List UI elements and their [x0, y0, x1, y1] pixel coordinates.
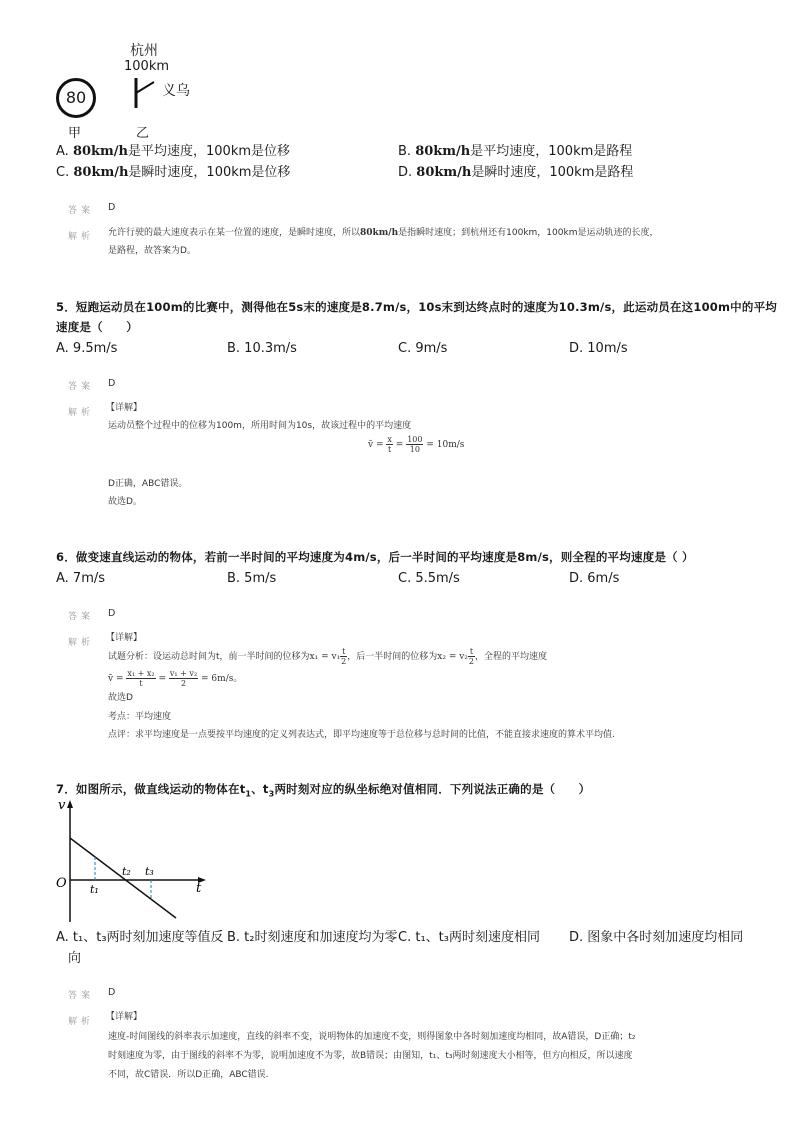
q5-stem-line2: 速度是（ ）: [56, 320, 138, 334]
t3-label: t₃: [145, 865, 154, 878]
q5-option-a[interactable]: A. 9.5m/s: [56, 341, 118, 356]
v-axis-arrow: [67, 800, 73, 808]
q4-option-b[interactable]: B. 80km/h是平均速度，100km是路程: [398, 144, 633, 159]
q7-detail-tag: 【详解】: [106, 1012, 143, 1022]
q4-analysis-line1: 允许行驶的最大速度表示在某一位置的速度，是瞬时速度，所以80km/h是指瞬时速度；到杭州还有100km，100km是运动轨迹的长度，: [108, 228, 659, 238]
q7-option-b[interactable]: B. t₂时刻速度和加速度均为零: [227, 930, 398, 945]
q7-analysis-label: 解析: [68, 1017, 95, 1027]
q7-line2: 时刻速度为零，由于图线的斜率不为零，说明加速度不为零，故B错误；由图知，t₁、t₃两时刻速度大小相等，但方向相反，所以速度: [108, 1051, 633, 1061]
q6-stem: 6．做变速直线运动的物体，若前一半时间的平均速度为4m/s，后一半时间的平均速度是8m/s，则全程的平均速度是（ ）: [56, 550, 694, 564]
q6-detail-tag: 【详解】: [106, 633, 143, 643]
q5-line1: 运动员整个过程中的位移为100m，所用时间为10s，故该过程中的平均速度: [108, 421, 412, 431]
vt-line: [70, 838, 176, 918]
q4-option-a[interactable]: A. 80km/h是平均速度，100km是位移: [56, 144, 291, 159]
origin-label: O: [56, 876, 67, 891]
v-axis-label: v: [58, 798, 66, 813]
q7-answer-label: 答案: [68, 991, 95, 1001]
q6-option-c[interactable]: C. 5.5m/s: [398, 571, 460, 586]
vt-graph: [54, 798, 214, 926]
q6-line2: 故选D: [108, 693, 133, 703]
q5-analysis-label: 解析: [68, 408, 95, 418]
q6-formula: v̄ = $\frac{\text{x₁ + x₂}}{t}$ = $\frac{\text{v₁ + v₂}}{2}$ = 6m/s。: [108, 669, 243, 688]
q5-stem-line1: 5．短跑运动员在100m的比赛中，测得他在5s末的速度是8.7m/s，10s末到达终点时的速度为10.3m/s，此运动员在这100m中的平均: [56, 300, 777, 314]
q5-line3: 故选D。: [108, 497, 142, 507]
q7-option-a-line2: 向: [68, 951, 82, 966]
q5-option-d[interactable]: D. 10m/s: [569, 341, 628, 356]
q5-answer: D: [108, 378, 116, 389]
q6-option-a[interactable]: A. 7m/s: [56, 571, 106, 586]
figure-label-jia: 甲: [68, 126, 82, 141]
t2-label: t₂: [122, 865, 131, 878]
figure-label-yi: 乙: [136, 126, 150, 141]
q6-answer: D: [108, 608, 116, 619]
sign-distance: 100km: [124, 59, 170, 74]
q5-line2: D正确，ABC错误。: [108, 479, 188, 489]
road-sign-figure: [128, 76, 162, 112]
q5-option-b[interactable]: B. 10.3m/s: [227, 341, 297, 356]
q5-detail-tag: 【详解】: [106, 403, 143, 413]
speed-limit-value: 80: [65, 88, 87, 107]
q7-option-d[interactable]: D. 图象中各时刻加速度均相同: [569, 930, 744, 945]
sign-branch-city: 义乌: [162, 83, 190, 99]
q6-line1: 试题分析：设运动总时间为t，前一半时间的位移为x₁ = v₁ $\frac{t}{2}$ ，后一半时间的位移为x₂ = v₂ $\frac{t}{2}$ ，全程的平均速度: [108, 647, 548, 666]
q6-line4: 点评：求平均速度是一点要按平均速度的定义列表达式，即平均速度等于总位移与总时间的比值，不能直接求速度的算术平均值.: [108, 730, 615, 740]
q5-option-c[interactable]: C. 9m/s: [398, 341, 448, 356]
sign-city: 杭州: [130, 43, 158, 59]
q7-line3: 不同，故C错误．所以D正确，ABC错误.: [108, 1070, 269, 1080]
q6-answer-label: 答案: [68, 612, 95, 622]
q4-answer: D: [108, 202, 116, 213]
q5-answer-label: 答案: [68, 382, 95, 392]
road-branch-line: [136, 82, 154, 93]
q7-stem: 7．如图所示，做直线运动的物体在$t_1$、$t_3$两时刻对应的纵坐标绝对值相同．下列说法正确的是（ ）: [56, 782, 591, 799]
q7-answer: D: [108, 987, 116, 998]
speed-limit-sign: [56, 78, 96, 118]
q7-option-c[interactable]: C. t₁、t₃两时刻速度相同: [398, 930, 540, 945]
q4-analysis-line2: 是路程，故答案为D。: [108, 246, 196, 256]
q6-option-b[interactable]: B. 5m/s: [227, 571, 277, 586]
t1-label: t₁: [90, 883, 99, 896]
q5-formula: v̄ = $\frac{x}{t}$ = $\frac{100}{10}$ = 10m/s: [368, 435, 465, 454]
q4-answer-label: 答案: [68, 206, 95, 216]
q7-option-a-line1[interactable]: A. t₁、t₃两时刻加速度等值反: [56, 930, 224, 945]
q6-analysis-label: 解析: [68, 638, 95, 648]
q6-option-d[interactable]: D. 6m/s: [569, 571, 620, 586]
q4-option-c[interactable]: C. 80km/h是瞬时速度，100km是位移: [56, 165, 291, 180]
t-axis-label: t: [196, 881, 202, 896]
q4-analysis-label: 解析: [68, 232, 95, 242]
q6-line3: 考点：平均速度: [108, 712, 172, 722]
q7-line1: 速度-时间图线的斜率表示加速度，直线的斜率不变，说明物体的加速度不变，则得图象中各时刻加速度均相同，故A错误，D正确；t₂: [108, 1032, 636, 1042]
q4-option-d[interactable]: D. 80km/h是瞬时速度，100km是路程: [398, 165, 634, 180]
